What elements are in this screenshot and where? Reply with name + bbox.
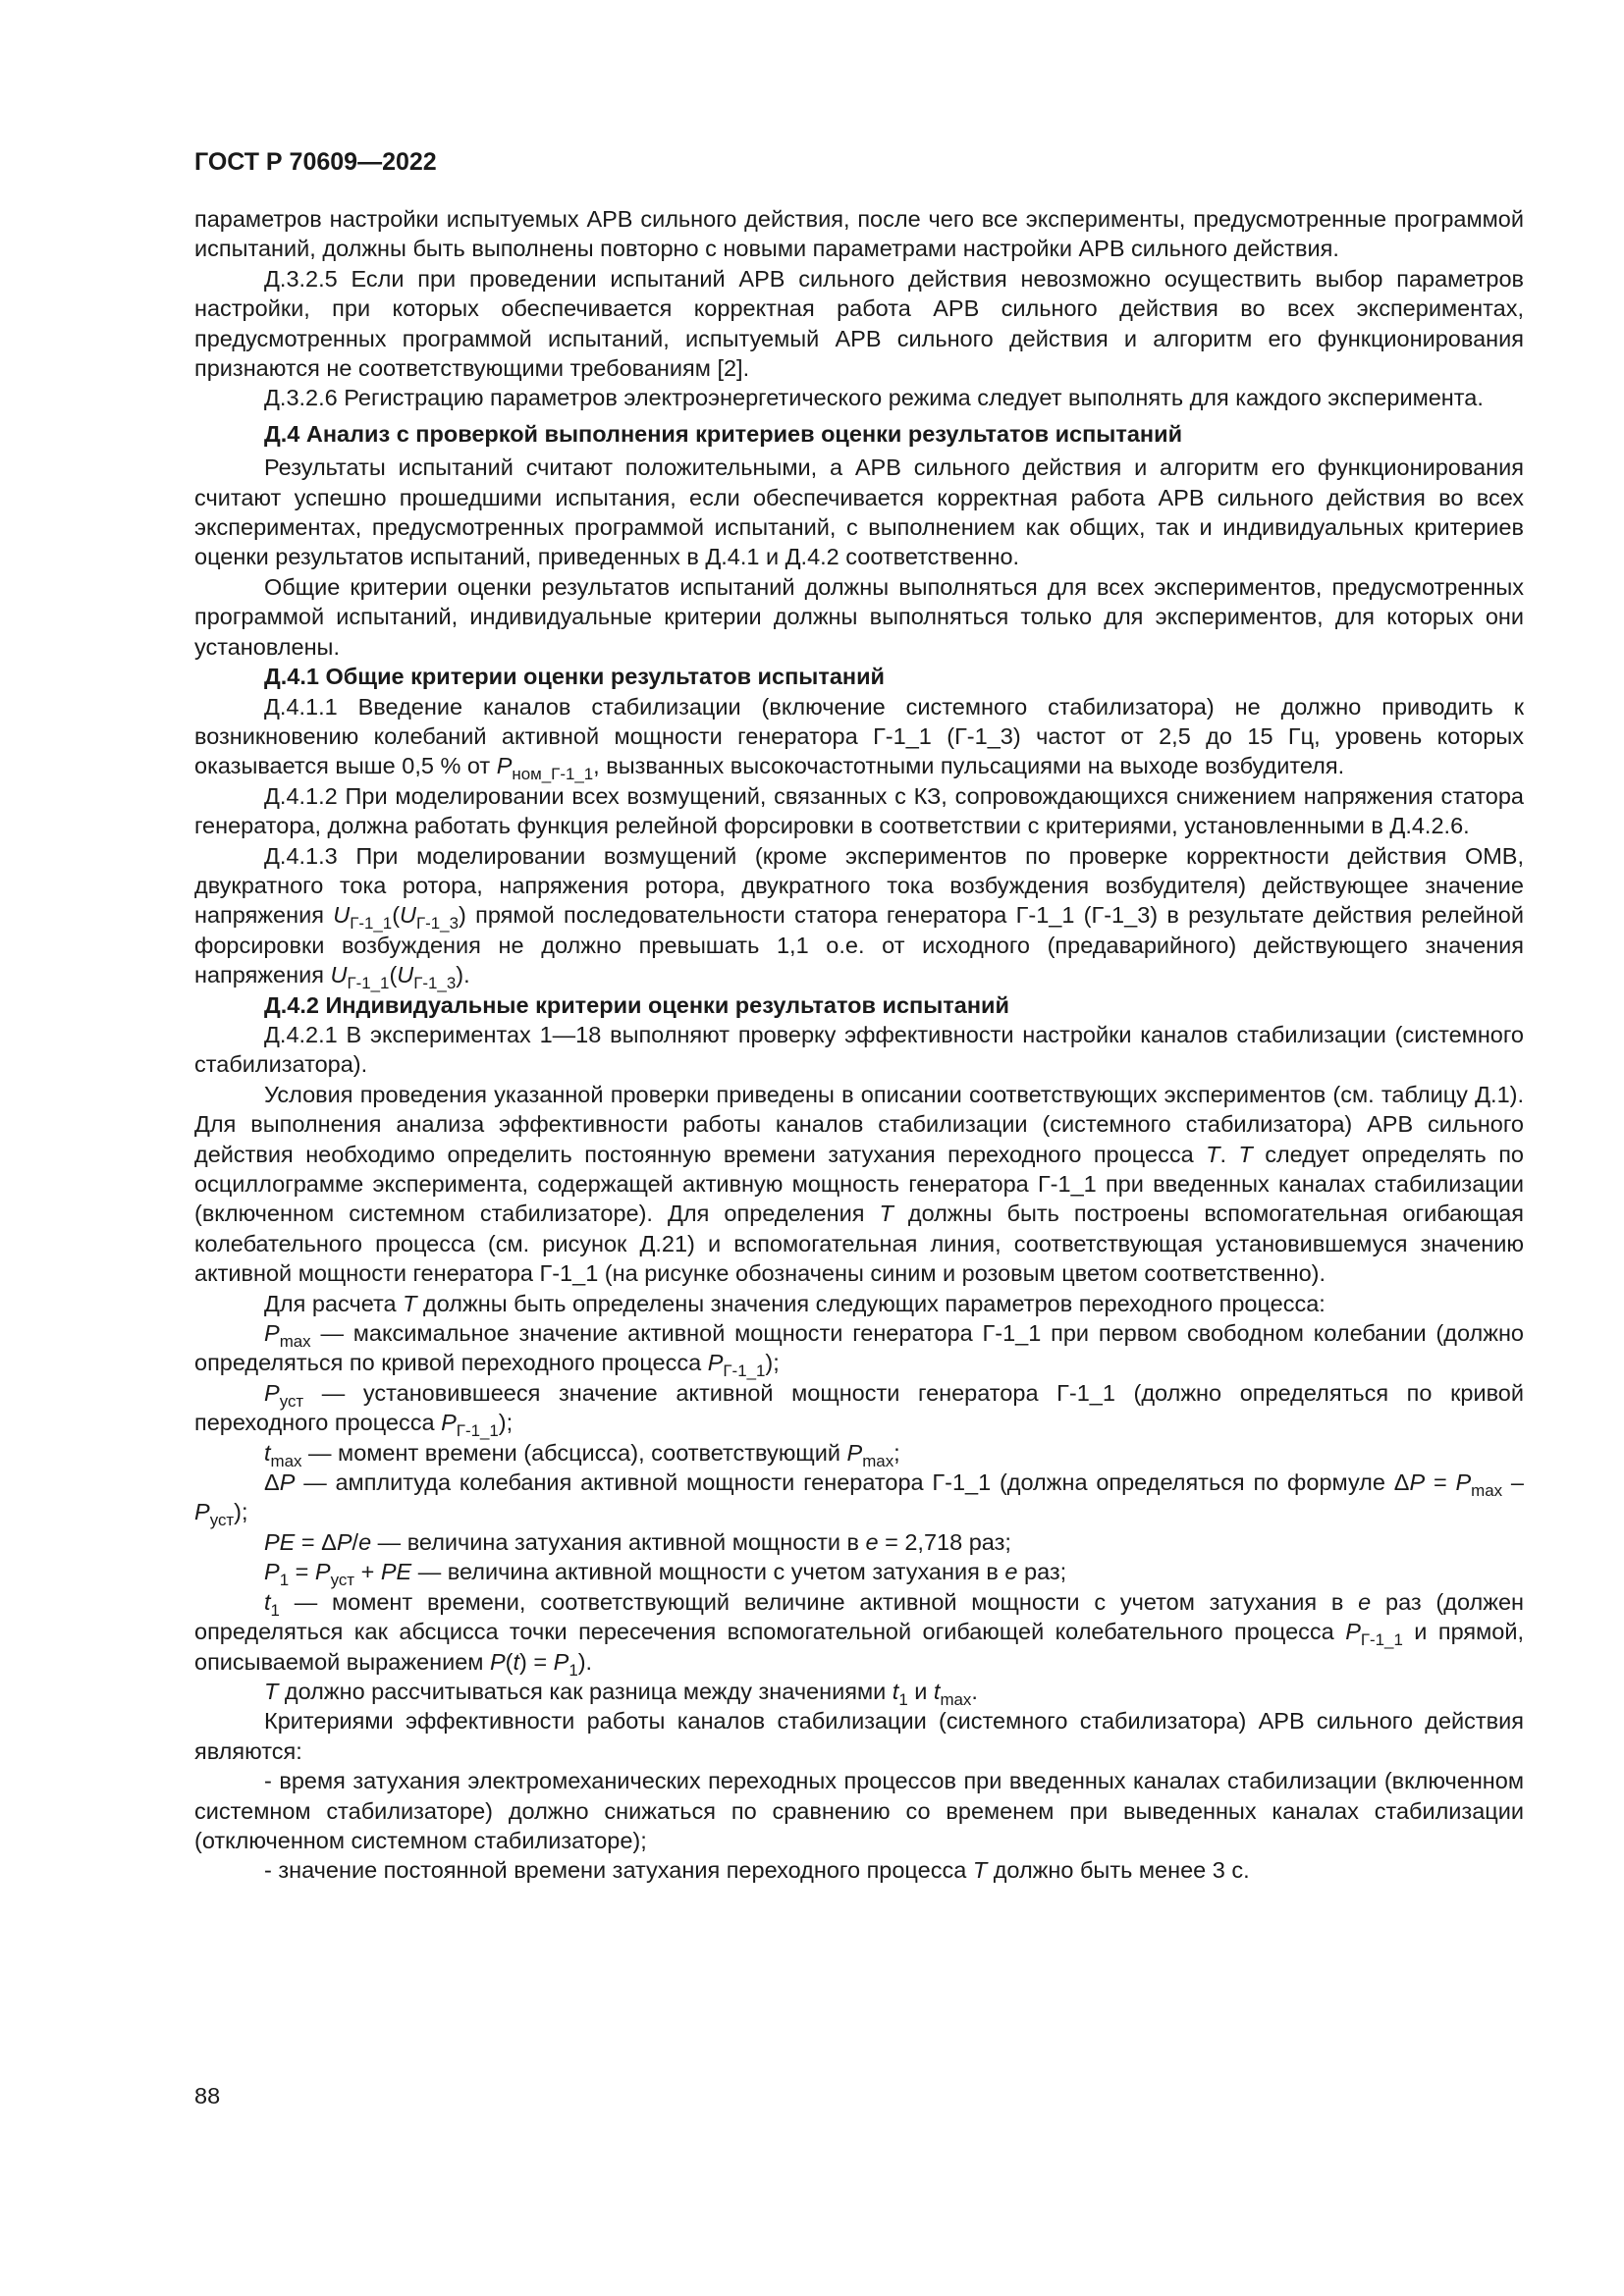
paragraph-d-4-1-1: Д.4.1.1 Введение каналов стабилизации (включение системного стабилизатора) не должно приводить к возникновению колебаний активной мощности генератора Г-1_1 (Г-1_3) частот от 2,5 до 15 Гц, уровень которых оказывается выше 0,5 % от $P_{ном\_Г-1\_1}$, вызванных высокочастотными пульсациями на выходе возбудителя. bbox=[194, 693, 1524, 784]
list-item-time-constant: - значение постоянной времени затухания переходного процесса T должно быть менее 3 с. bbox=[264, 1857, 1250, 1884]
paragraph-tmax: $t_{max}$ — момент времени (абсцисса), соответствующий $P_{max}$; bbox=[264, 1439, 900, 1470]
paragraph-d-3-2-5: Д.3.2.5 Если при проведении испытаний АРВ сильного действия невозможно осуществить выбор параметров настройки, при которых обеспечивается корректная работа АРВ сильного действия во всех экспериментах, предусмотренных программой испытаний, испытуемый АРВ сильного действия и алгоритм его функционирования признаются не соответствующими требованиям [2]. bbox=[194, 265, 1524, 382]
section-heading-d-4-1: Д.4.1 Общие критерии оценки результатов испытаний bbox=[264, 664, 885, 690]
page-number: 88 bbox=[194, 2083, 221, 2109]
section-heading-d-4: Д.4 Анализ с проверкой выполнения критериев оценки результатов испытаний bbox=[264, 420, 1183, 447]
paragraph-pmax: $P_{max}$ — максимальное значение активной мощности генератора Г-1_1 при первом свободном колебании (должно определяться по кривой переходного процесса $P_{Г-1\_1}$); bbox=[194, 1320, 1524, 1381]
paragraph-calc-t: Для расчета T должны быть определены значения следующих параметров переходного процесса: bbox=[264, 1290, 1326, 1316]
document-code: ГОСТ Р 70609—2022 bbox=[194, 148, 437, 176]
paragraph-d-3-2-6: Д.3.2.6 Регистрацию параметров электроэнергетического режима следует выполнять для каждого эксперимента. bbox=[264, 385, 1484, 411]
paragraph-t-diff: T должно рассчитываться как разница между значениями $t_1$ и $t_{max}$. bbox=[264, 1678, 978, 1709]
paragraph-p1: $P_1 = P_{уст}$ + PE — величина активной мощности с учетом затухания в e раз; bbox=[264, 1559, 1067, 1590]
paragraph-d-4-1-3: Д.4.1.3 При моделировании возмущений (кроме экспериментов по проверке корректности действия ОМВ, двукратного тока ротора, напряжения ротора, двукратного тока возбуждения возбудителя) действующее значение напряжения $U_{Г-1\_1}(U_{Г-1\_3})$ прямой последовательности статора генератора Г-1_1 (Г-1_3) в результате действия релейной форсировки возбуждения не должно превышать 1,1 о.е. от исходного (предаварийного) действующего значения напряжения $U_{Г-1\_1}(U_{Г-1\_3})$. bbox=[194, 842, 1524, 993]
paragraph-pust: $P_{уст}$ — установившееся значение активной мощности генератора Г-1_1 (должно определяться по кривой переходного процесса $P_{Г-1\_1}$); bbox=[194, 1379, 1524, 1441]
paragraph-conditions: Условия проведения указанной проверки приведены в описании соответствующих экспериментов (см. таблицу Д.1). Для выполнения анализа эффективности работы каналов стабилизации (системного стабилизатора) АРВ сильного действия необходимо определить постоянную времени затухания переходного процесса T. T следует определять по осциллограмме эксперимента, содержащей активную мощность генератора Г-1_1 при введенных каналах стабилизации (включенном системном стабилизаторе). Для определения T должны быть построены вспомогательная огибающая колебательного процесса (см. рисунок Д.21) и вспомогательная линия, соответствующая установившемуся значению активной мощности генератора Г-1_1 (на рисунке обозначены синим и розовым цветом соответственно). bbox=[194, 1081, 1524, 1287]
paragraph-pe: PE = ΔP/e — величина затухания активной мощности в e = 2,718 раз; bbox=[264, 1528, 1011, 1555]
paragraph-d-4-2-1: Д.4.2.1 В экспериментах 1—18 выполняют проверку эффективности настройки каналов стабилизации (системного стабилизатора). bbox=[194, 1021, 1524, 1078]
paragraph-continuation: параметров настройки испытуемых АРВ сильного действия, после чего все эксперименты, предусмотренные программой испытаний, должны быть выполнены повторно с новыми параметрами настройки АРВ сильного действия. bbox=[194, 206, 1524, 262]
paragraph-criteria: Критериями эффективности работы каналов стабилизации (системного стабилизатора) АРВ сильного действия являются: bbox=[194, 1708, 1524, 1764]
list-item-decay-time: - время затухания электромеханических переходных процессов при введенных каналах стабилизации (включенном системном стабилизаторе) должно снижаться по сравнению со временем при выведенных каналах стабилизации (отключенном системном стабилизаторе); bbox=[194, 1768, 1524, 1853]
document-body bbox=[194, 204, 1524, 1886]
paragraph-general-criteria: Общие критерии оценки результатов испытаний должны выполняться для всех экспериментов, предусмотренных программой испытаний, индивидуальные критерии должны выполняться только для экспериментов, для которых они установлены. bbox=[194, 573, 1524, 660]
document-page bbox=[194, 147, 1524, 1886]
paragraph-d-4-1-2: Д.4.1.2 При моделировании всех возмущений, связанных с КЗ, сопровождающихся снижением напряжения статора генератора, должна работать функция релейной форсировки в соответствии с критериями, установленными в Д.4.2.6. bbox=[194, 782, 1524, 839]
paragraph-results: Результаты испытаний считают положительными, а АРВ сильного действия и алгоритм его функционирования считают успешно прошедшими испытания, если обеспечивается корректная работа АРВ сильного действия во всех экспериментах, предусмотренных программой испытаний, с выполнением как общих, так и индивидуальных критериев оценки результатов испытаний, приведенных в Д.4.1 и Д.4.2 соответственно. bbox=[194, 454, 1524, 570]
paragraph-delta-p: ΔP — амплитуда колебания активной мощности генератора Г-1_1 (должна определяться по формуле $\Delta P = P_{max} - P_{уст}$); bbox=[194, 1469, 1524, 1530]
paragraph-t1: $t_1$ — момент времени, соответствующий величине активной мощности с учетом затухания в e раз (должен определяться как абсцисса точки пересечения вспомогательной огибающей колебательного процесса $P_{Г-1\_1}$ и прямой, описываемой выражением $P(t) = P_1$). bbox=[194, 1588, 1524, 1680]
section-heading-d-4-2: Д.4.2 Индивидуальные критерии оценки результатов испытаний bbox=[264, 991, 1009, 1018]
